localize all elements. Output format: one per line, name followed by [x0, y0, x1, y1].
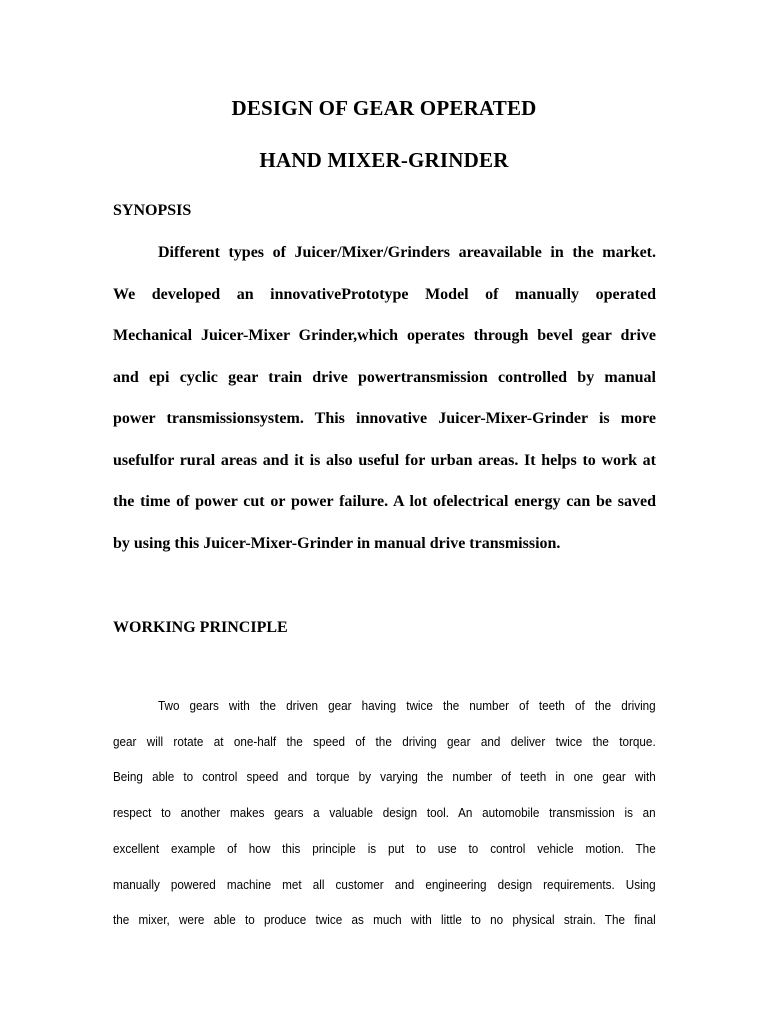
working-principle-line: Two gears with the driven gear having twice the number of teeth of the driving: [158, 698, 656, 713]
working-principle-line: Being able to control speed and torque by varying the number of teeth in one gear with: [113, 769, 656, 784]
document-title-line-1: DESIGN OF GEAR OPERATED: [231, 96, 537, 120]
working-principle-line: respect to another makes gears a valuable design tool. An automobile transmission is an: [113, 805, 656, 820]
synopsis-heading: SYNOPSIS: [113, 202, 192, 219]
synopsis-line: the time of power cut or power failure. A lot ofelectrical energy can be saved: [113, 493, 656, 510]
working-principle-line: excellent example of how this principle is put to use to control vehicle motion. The: [113, 841, 656, 856]
document-title-line-2: HAND MIXER-GRINDER: [259, 148, 509, 172]
synopsis-line: Mechanical Juicer-Mixer Grinder,which operates through bevel gear drive: [113, 327, 656, 344]
working-principle-line: gear will rotate at one-half the speed of the driving gear and deliver twice the torque.: [113, 734, 656, 749]
working-principle-heading: WORKING PRINCIPLE: [113, 619, 288, 636]
synopsis-line: usefulfor rural areas and it is also useful for urban areas. It helps to work at: [113, 452, 656, 469]
working-principle-line: manually powered machine met all customer and engineering design requirements. Using: [113, 877, 656, 892]
synopsis-line: by using this Juicer-Mixer-Grinder in manual drive transmission.: [113, 535, 561, 552]
working-principle-line: the mixer, were able to produce twice as much with little to no physical strain. The final: [113, 912, 656, 927]
synopsis-line: and epi cyclic gear train drive powertransmission controlled by manual: [113, 369, 656, 386]
synopsis-line: Different types of Juicer/Mixer/Grinders areavailable in the market.: [158, 244, 656, 261]
synopsis-line: We developed an innovativePrototype Model of manually operated: [113, 286, 656, 303]
synopsis-line: power transmissionsystem. This innovative Juicer-Mixer-Grinder is more: [113, 410, 656, 427]
